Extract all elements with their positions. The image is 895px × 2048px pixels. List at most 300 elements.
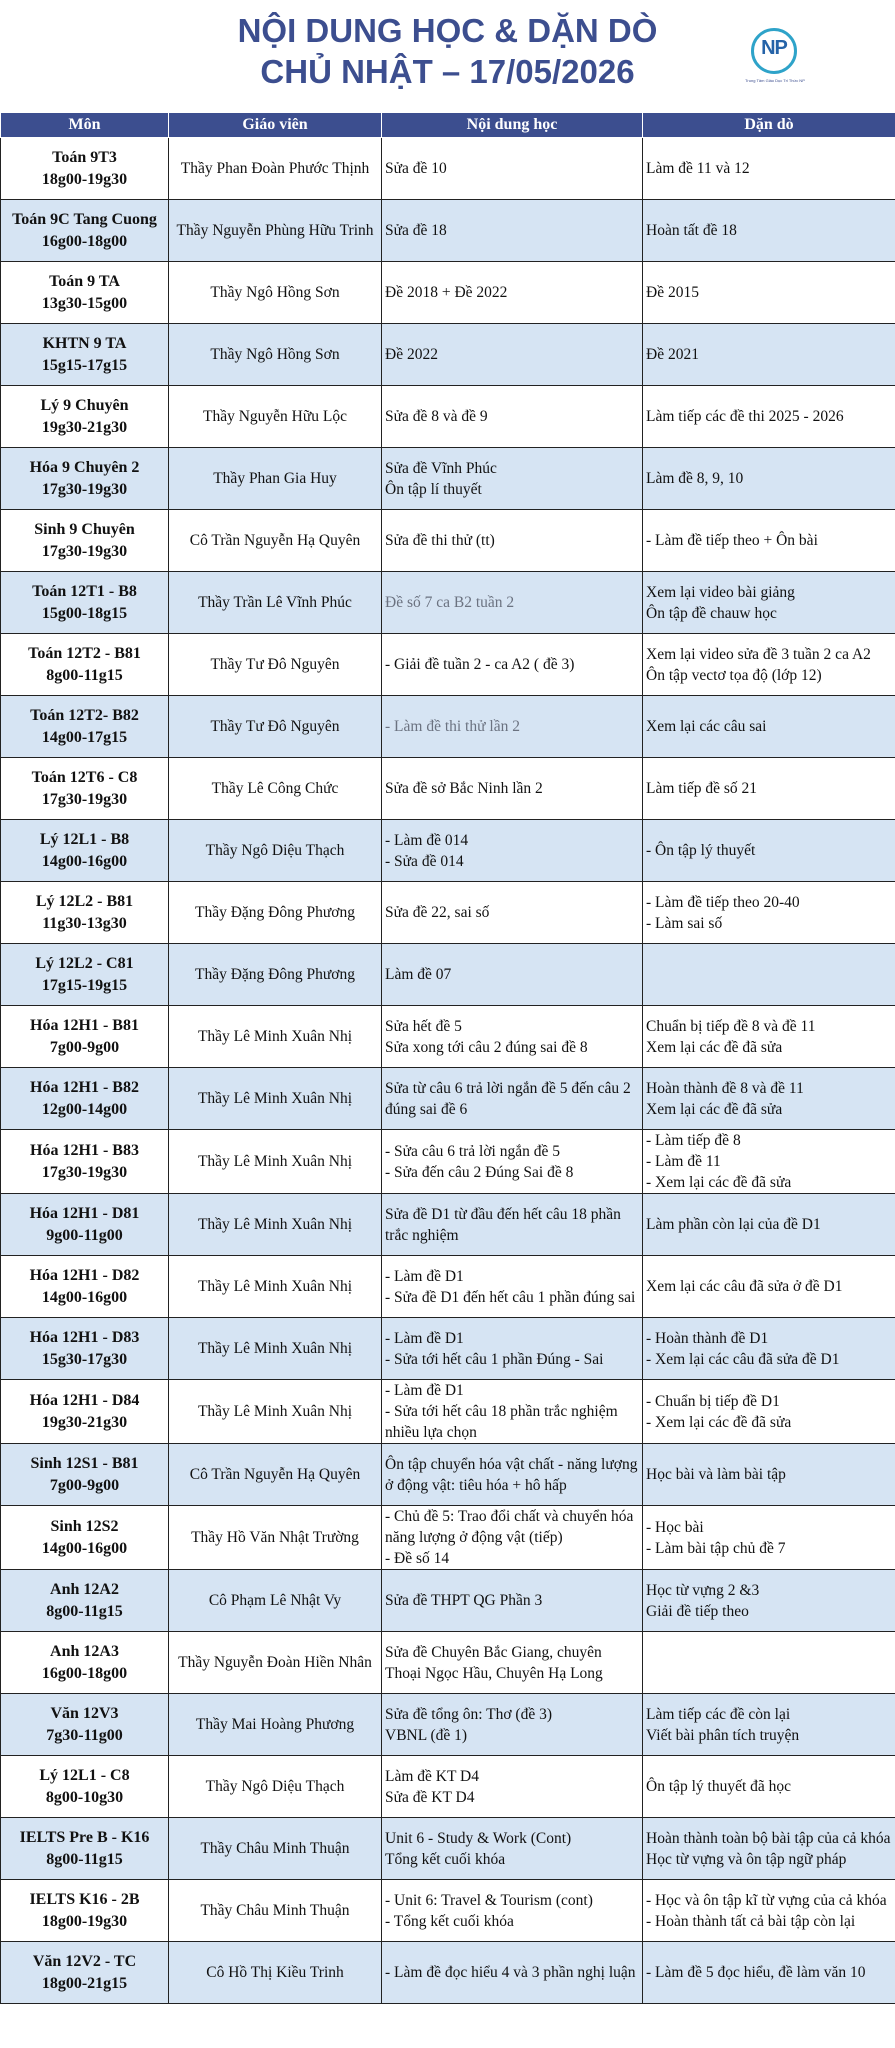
- homework-cell-line: Xem lại video sửa đề 3 tuần 2 ca A2: [646, 645, 871, 663]
- content-cell: [382, 1006, 643, 1068]
- content-cell: [382, 696, 643, 758]
- teacher-cell: Thầy Ngô Hồng Sơn: [169, 324, 382, 386]
- homework-cell-line: Xem lại các câu sai: [646, 718, 767, 735]
- homework-cell: [643, 572, 895, 634]
- table-row: [1, 1694, 895, 1756]
- subject-cell-line: Anh 12A3: [50, 1642, 119, 1660]
- content-cell-line: Ôn tập lí thuyết: [385, 480, 482, 498]
- homework-cell-line: Làm tiếp các đề còn lại: [646, 1705, 791, 1723]
- content-cell-line: Tổng kết cuối khóa: [385, 1850, 506, 1868]
- content-cell-line: Sửa đề D1 từ đầu đến hết câu 18 phần trắc nghiệm: [385, 1205, 621, 1244]
- subject-cell-line: Hóa 12H1 - D82: [29, 1266, 140, 1284]
- teacher-cell: Thầy Lê Minh Xuân Nhị: [169, 1006, 382, 1068]
- subject-cell-line: 14g00-16g00: [41, 1539, 128, 1557]
- subject-cell: [1, 820, 169, 882]
- content-cell: [382, 758, 643, 820]
- subject-cell-line: 15g00-18g15: [41, 604, 128, 622]
- teacher-cell: Thầy Châu Minh Thuận: [169, 1880, 382, 1942]
- teacher-cell: Thầy Tư Đô Nguyên: [169, 696, 382, 758]
- teacher-cell: Thầy Ngô Diệu Thạch: [169, 820, 382, 882]
- content-cell: [382, 1570, 643, 1632]
- table-row: [1, 200, 895, 262]
- subject-cell: [1, 1880, 169, 1942]
- homework-cell-line: Làm tiếp đề số 21: [646, 780, 758, 797]
- homework-cell-line: Xem lại video bài giảng: [646, 583, 795, 601]
- subject-cell-line: KHTN 9 TA: [42, 334, 127, 352]
- subject-cell: [1, 1818, 169, 1880]
- subject-cell-line: Toán 12T1 - B8: [32, 582, 137, 600]
- homework-cell-line: Làm phần còn lại của đề D1: [646, 1216, 821, 1233]
- content-cell: [382, 1880, 643, 1942]
- subject-cell-line: IELTS K16 - 2B: [29, 1890, 140, 1908]
- subject-cell-line: 8g00-10g30: [45, 1788, 124, 1806]
- subject-cell: [1, 1444, 169, 1506]
- teacher-cell: Thầy Lê Công Chức: [169, 758, 382, 820]
- content-cell-line: Sửa đề Vĩnh Phúc: [385, 459, 497, 477]
- table-body: [1, 138, 895, 2004]
- center-logo: [739, 28, 811, 84]
- table-row: [1, 1880, 895, 1942]
- subject-cell-line: Hóa 12H1 - B82: [30, 1078, 139, 1096]
- column-header-content: Nội dung học: [382, 113, 643, 138]
- homework-cell-line: Giải đề tiếp theo: [646, 1602, 749, 1620]
- content-cell: [382, 200, 643, 262]
- subject-cell-line: 18g00-19g30: [41, 170, 128, 188]
- subject-cell-line: Sinh 9 Chuyên: [34, 520, 135, 538]
- homework-cell: [643, 1880, 895, 1942]
- subject-cell: [1, 1942, 169, 2004]
- subject-cell: [1, 944, 169, 1006]
- content-cell-line: - Làm đề D1: [385, 1267, 464, 1285]
- homework-cell-line: Chuẩn bị tiếp đề 8 và đề 11: [646, 1017, 816, 1035]
- subject-cell-line: Văn 12V3: [50, 1704, 119, 1722]
- homework-cell-line: Đề 2015: [646, 284, 699, 301]
- subject-cell: [1, 882, 169, 944]
- content-cell-line: - Chủ đề 5: Trao đổi chất và chuyển hóa năng lượng ở động vật (tiếp): [385, 1508, 634, 1546]
- subject-cell: [1, 1632, 169, 1694]
- table-row: [1, 634, 895, 696]
- content-cell: [382, 386, 643, 448]
- content-cell-line: Sửa đề 8 và đề 9: [385, 408, 488, 425]
- schedule-table: [0, 112, 895, 2004]
- subject-cell-line: 17g30-19g30: [41, 480, 128, 498]
- subject-cell-line: Lý 9 Chuyên: [40, 396, 129, 414]
- homework-cell-line: - Học và ôn tập kĩ từ vựng của cả khóa: [646, 1891, 887, 1909]
- content-cell: [382, 510, 643, 572]
- homework-cell-line: Ôn tập lý thuyết đã học: [646, 1778, 792, 1795]
- table-row: [1, 572, 895, 634]
- table-row: [1, 1256, 895, 1318]
- homework-cell-line: - Làm bài tập chủ đề 7: [646, 1539, 786, 1557]
- subject-cell-line: 18g00-19g30: [41, 1912, 128, 1930]
- content-cell-line: Sửa từ câu 6 trả lời ngắn đề 5 đến câu 2 đúng sai đề 6: [385, 1079, 631, 1118]
- subject-cell-line: Lý 12L2 - C81: [35, 954, 134, 972]
- column-header-teacher: Giáo viên: [169, 113, 382, 138]
- content-cell: [382, 1942, 643, 2004]
- homework-cell: [643, 1570, 895, 1632]
- content-cell-line: Sửa đề Chuyên Bắc Giang, chuyên Thoại Ngọc Hầu, Chuyên Hạ Long: [385, 1643, 603, 1682]
- logo-text: NP: [761, 37, 787, 59]
- homework-cell-line: Học từ vựng và ôn tập ngữ pháp: [646, 1850, 847, 1868]
- homework-cell-line: - Làm sai số: [646, 914, 723, 932]
- content-cell-line: - Sửa tới hết câu 18 phần trắc nghiệm nhiều lựa chọn: [385, 1403, 618, 1441]
- content-cell: [382, 1130, 643, 1194]
- subject-cell: [1, 572, 169, 634]
- homework-cell: [643, 138, 895, 200]
- content-cell-line: - Sửa đề D1 đến hết câu 1 phần đúng sai: [385, 1288, 636, 1306]
- table-row: [1, 1006, 895, 1068]
- content-cell: [382, 1194, 643, 1256]
- content-cell: [382, 262, 643, 324]
- table-row: [1, 820, 895, 882]
- content-cell-line: Sửa đề 22, sai số: [385, 904, 490, 921]
- homework-cell: [643, 882, 895, 944]
- content-cell-line: - Làm đề D1: [385, 1329, 464, 1347]
- homework-cell-line: - Ôn tập lý thuyết: [646, 842, 756, 859]
- table-row: [1, 324, 895, 386]
- subject-cell-line: 9g00-11g00: [46, 1226, 123, 1244]
- subject-cell-line: 8g00-11g15: [46, 1602, 123, 1620]
- subject-cell: [1, 262, 169, 324]
- homework-cell-line: - Hoàn thành đề D1: [646, 1329, 769, 1347]
- homework-cell: [643, 1818, 895, 1880]
- content-cell-line: Sửa đề tổng ôn: Thơ (đề 3): [385, 1705, 552, 1723]
- table-row: [1, 696, 895, 758]
- homework-cell: [643, 1694, 895, 1756]
- content-cell-line: - Sửa tới hết câu 1 phần Đúng - Sai: [385, 1350, 604, 1368]
- homework-cell: [643, 758, 895, 820]
- homework-cell-line: - Xem lại các đề đã sửa: [646, 1174, 792, 1191]
- subject-cell-line: Toán 9 TA: [49, 272, 120, 290]
- homework-cell: [643, 200, 895, 262]
- content-cell-line: Sửa đề sở Bắc Ninh lần 2: [385, 780, 543, 797]
- teacher-cell: Thầy Ngô Diệu Thạch: [169, 1756, 382, 1818]
- subject-cell-line: Hóa 12H1 - D84: [29, 1391, 140, 1409]
- content-cell-line: - Làm đề D1: [385, 1382, 464, 1399]
- homework-cell-line: Học bài và làm bài tập: [646, 1466, 786, 1483]
- table-row: [1, 1570, 895, 1632]
- content-cell: [382, 820, 643, 882]
- subject-cell-line: Toán 9T3: [52, 148, 117, 166]
- teacher-cell: Thầy Châu Minh Thuận: [169, 1818, 382, 1880]
- content-cell-line: - Tổng kết cuối khóa: [385, 1912, 514, 1930]
- content-cell: [382, 1068, 643, 1130]
- subject-cell: [1, 200, 169, 262]
- content-cell-line: - Sửa đến câu 2 Đúng Sai đề 8: [385, 1163, 574, 1181]
- homework-cell-line: - Học bài: [646, 1518, 704, 1536]
- content-cell-line: - Sửa đề 014: [385, 852, 464, 870]
- table-row: [1, 1194, 895, 1256]
- column-header-homework: Dặn dò: [643, 113, 895, 138]
- subject-cell-line: 14g00-16g00: [41, 852, 128, 870]
- column-header-subject: Môn: [1, 113, 169, 138]
- subject-cell: [1, 386, 169, 448]
- table-row: [1, 1942, 895, 2004]
- subject-cell-line: Toán 12T6 - C8: [31, 768, 138, 786]
- subject-cell-line: Lý 12L1 - C8: [39, 1766, 130, 1784]
- homework-cell-line: Học từ vựng 2 &3: [646, 1581, 760, 1599]
- table-row: [1, 758, 895, 820]
- teacher-cell: Thầy Hồ Văn Nhật Trường: [169, 1506, 382, 1570]
- subject-cell-line: 11g30-13g30: [42, 914, 127, 932]
- subject-cell: [1, 1570, 169, 1632]
- content-cell: [382, 1506, 643, 1570]
- subject-cell-line: Anh 12A2: [50, 1580, 119, 1598]
- content-cell: [382, 882, 643, 944]
- content-cell-line: VBNL (đề 1): [385, 1726, 468, 1744]
- content-cell: [382, 1444, 643, 1506]
- table-row: [1, 1444, 895, 1506]
- teacher-cell: Cô Trần Nguyễn Hạ Quyên: [169, 1444, 382, 1506]
- homework-cell-line: - Chuẩn bị tiếp đề D1: [646, 1392, 780, 1410]
- content-cell-line: Unit 6 - Study & Work (Cont): [385, 1829, 572, 1847]
- subject-cell: [1, 138, 169, 200]
- homework-cell-line: Đề 2021: [646, 346, 699, 363]
- teacher-cell: Thầy Lê Minh Xuân Nhị: [169, 1130, 382, 1194]
- table-row: [1, 510, 895, 572]
- homework-cell-line: Hoàn thành đề 8 và đề 11: [646, 1079, 804, 1097]
- content-cell-line: Đề 2018 + Đề 2022: [385, 284, 508, 301]
- teacher-cell: Thầy Đặng Đông Phương: [169, 944, 382, 1006]
- homework-cell: [643, 324, 895, 386]
- table-row: [1, 944, 895, 1006]
- content-cell-line: Đề 2022: [385, 346, 438, 363]
- teacher-cell: Thầy Lê Minh Xuân Nhị: [169, 1318, 382, 1380]
- homework-cell-line: - Làm đề tiếp theo + Ôn bài: [646, 532, 818, 549]
- homework-cell: [643, 1632, 895, 1694]
- teacher-cell: Thầy Nguyễn Đoàn Hiền Nhân: [169, 1632, 382, 1694]
- homework-cell: [643, 1506, 895, 1570]
- subject-cell: [1, 324, 169, 386]
- subject-cell: [1, 758, 169, 820]
- subject-cell-line: 15g30-17g30: [41, 1350, 128, 1368]
- homework-cell-line: Hoàn tất đề 18: [646, 222, 737, 239]
- teacher-cell: Thầy Lê Minh Xuân Nhị: [169, 1068, 382, 1130]
- table-row: [1, 1818, 895, 1880]
- subject-cell-line: 14g00-17g15: [41, 728, 128, 746]
- content-cell-line: Ôn tập chuyển hóa vật chất - năng lượng ở động vật: tiêu hóa + hô hấp: [385, 1455, 638, 1494]
- table-row: [1, 1506, 895, 1570]
- teacher-cell: Thầy Tư Đô Nguyên: [169, 634, 382, 696]
- homework-cell-line: Làm tiếp các đề thi 2025 - 2026: [646, 408, 844, 425]
- subject-cell: [1, 1318, 169, 1380]
- content-cell: [382, 1694, 643, 1756]
- subject-cell: [1, 1130, 169, 1194]
- content-cell: [382, 1818, 643, 1880]
- title-line-1: NỘI DUNG HỌC & DẶN DÒ: [237, 12, 658, 49]
- subject-cell-line: Sinh 12S1 - B81: [30, 1454, 139, 1472]
- subject-cell-line: 17g30-19g30: [41, 542, 128, 560]
- subject-cell-line: 16g00-18g00: [41, 1664, 128, 1682]
- teacher-cell: Thầy Phan Gia Huy: [169, 448, 382, 510]
- subject-cell-line: Hóa 12H1 - D81: [29, 1204, 140, 1222]
- subject-cell-line: Sinh 12S2: [50, 1517, 119, 1535]
- content-cell-line: Sửa đề THPT QG Phần 3: [385, 1592, 543, 1609]
- homework-cell-line: - Xem lại các đề đã sửa: [646, 1413, 792, 1431]
- content-cell-line: - Sửa câu 6 trả lời ngắn đề 5: [385, 1142, 560, 1160]
- content-cell: [382, 448, 643, 510]
- table-row: [1, 1318, 895, 1380]
- homework-cell-line: Ôn tập đề chauw học: [646, 604, 777, 622]
- subject-cell-line: 14g00-16g00: [41, 1288, 128, 1306]
- page-header: [0, 0, 895, 110]
- homework-cell-line: Làm đề 8, 9, 10: [646, 470, 744, 487]
- subject-cell-line: 19g30-21g30: [41, 418, 128, 436]
- homework-cell-line: - Làm đề 5 đọc hiểu, đề làm văn 10: [646, 1964, 866, 1981]
- homework-cell: [643, 1942, 895, 2004]
- teacher-cell: Thầy Lê Minh Xuân Nhị: [169, 1194, 382, 1256]
- logo-caption: Trung Tâm Giáo Dục Tri Thức NP: [745, 78, 805, 83]
- subject-cell-line: 7g00-9g00: [49, 1038, 120, 1056]
- subject-cell-line: Hóa 12H1 - B81: [30, 1016, 139, 1034]
- content-cell-line: Sửa hết đề 5: [385, 1017, 462, 1035]
- teacher-cell: Thầy Nguyễn Phùng Hữu Trinh: [169, 200, 382, 262]
- homework-cell: [643, 1130, 895, 1194]
- homework-cell: [643, 510, 895, 572]
- homework-cell-line: Xem lại các đề đã sửa: [646, 1038, 783, 1056]
- teacher-cell: Thầy Nguyễn Hữu Lộc: [169, 386, 382, 448]
- subject-cell-line: 7g00-9g00: [49, 1476, 120, 1494]
- subject-cell: [1, 448, 169, 510]
- content-cell: [382, 634, 643, 696]
- homework-cell-line: Viết bài phân tích truyện: [646, 1726, 800, 1744]
- homework-cell: [643, 1006, 895, 1068]
- subject-cell-line: 17g30-19g30: [41, 790, 128, 808]
- homework-cell: [643, 1444, 895, 1506]
- content-cell: [382, 324, 643, 386]
- content-cell-line: Đề số 7 ca B2 tuần 2: [385, 594, 515, 611]
- homework-cell-line: Ôn tập vectơ tọa độ (lớp 12): [646, 666, 822, 684]
- homework-cell-line: - Hoàn thành tất cả bài tập còn lại: [646, 1912, 856, 1930]
- content-cell-line: - Đề số 14: [385, 1550, 450, 1567]
- subject-cell-line: 17g30-19g30: [41, 1163, 128, 1181]
- teacher-cell: Cô Hồ Thị Kiều Trinh: [169, 1942, 382, 2004]
- subject-cell-line: 8g00-11g15: [46, 1850, 123, 1868]
- content-cell-line: - Làm đề 014: [385, 831, 469, 849]
- table-row: [1, 138, 895, 200]
- homework-cell-line: Xem lại các đề đã sửa: [646, 1100, 783, 1118]
- content-cell-line: - Làm đề thi thử lần 2: [385, 718, 520, 735]
- subject-cell: [1, 1380, 169, 1444]
- content-cell: [382, 1632, 643, 1694]
- subject-cell-line: 8g00-11g15: [46, 666, 123, 684]
- homework-cell-line: Xem lại các câu đã sửa ở đề D1: [646, 1278, 843, 1295]
- subject-cell-line: Toán 12T2 - B81: [28, 644, 141, 662]
- homework-cell-line: Làm đề 11 và 12: [646, 160, 750, 177]
- content-cell: [382, 1380, 643, 1444]
- homework-cell: [643, 634, 895, 696]
- subject-cell: [1, 1694, 169, 1756]
- content-cell-line: Sửa đề thi thử (tt): [385, 532, 495, 549]
- subject-cell-line: Lý 12L1 - B8: [39, 830, 130, 848]
- content-cell-line: - Unit 6: Travel & Tourism (cont): [385, 1891, 593, 1909]
- table-row: [1, 262, 895, 324]
- content-cell: [382, 572, 643, 634]
- table-row: [1, 1756, 895, 1818]
- teacher-cell: Thầy Trần Lê Vĩnh Phúc: [169, 572, 382, 634]
- subject-cell-line: Hóa 9 Chuyên 2: [29, 458, 140, 476]
- homework-cell-line: - Làm đề 11: [646, 1153, 721, 1170]
- homework-cell-line: Hoàn thành toàn bộ bài tập của cả khóa: [646, 1829, 891, 1847]
- subject-cell: [1, 1194, 169, 1256]
- subject-cell-line: IELTS Pre B - K16: [19, 1828, 150, 1846]
- homework-cell: [643, 1194, 895, 1256]
- subject-cell-line: 16g00-18g00: [41, 232, 128, 250]
- homework-cell: [643, 1256, 895, 1318]
- table-header-row: [1, 113, 895, 138]
- teacher-cell: Thầy Mai Hoàng Phương: [169, 1694, 382, 1756]
- content-cell-line: Sửa đề 18: [385, 222, 447, 239]
- content-cell-line: Làm đề 07: [385, 966, 452, 983]
- subject-cell-line: Toán 9C Tang Cuong: [12, 210, 157, 228]
- subject-cell: [1, 696, 169, 758]
- subject-cell-line: 19g30-21g30: [41, 1413, 128, 1431]
- subject-cell-line: 12g00-14g00: [41, 1100, 128, 1118]
- homework-cell: [643, 820, 895, 882]
- subject-cell-line: Toán 12T2- B82: [30, 706, 139, 724]
- table-row: [1, 1130, 895, 1194]
- subject-cell-line: 7g30-11g00: [46, 1726, 123, 1744]
- subject-cell-line: Lý 12L2 - B81: [35, 892, 134, 910]
- homework-cell: [643, 386, 895, 448]
- content-cell-line: - Giải đề tuần 2 - ca A2 ( đề 3): [385, 656, 575, 673]
- subject-cell-line: 18g00-21g15: [41, 1974, 128, 1992]
- subject-cell-line: Văn 12V2 - TC: [32, 1952, 137, 1970]
- homework-cell: [643, 696, 895, 758]
- table-row: [1, 1380, 895, 1444]
- content-cell-line: Sửa đề KT D4: [385, 1788, 475, 1806]
- subject-cell: [1, 1256, 169, 1318]
- subject-cell-line: 15g15-17g15: [41, 356, 128, 374]
- subject-cell-line: Hóa 12H1 - D83: [29, 1328, 140, 1346]
- subject-cell-line: 13g30-15g00: [41, 294, 128, 312]
- content-cell: [382, 1318, 643, 1380]
- content-cell: [382, 1756, 643, 1818]
- teacher-cell: Thầy Ngô Hồng Sơn: [169, 262, 382, 324]
- homework-cell: [643, 1318, 895, 1380]
- homework-cell: [643, 1380, 895, 1444]
- subject-cell: [1, 510, 169, 572]
- subject-cell: [1, 1006, 169, 1068]
- homework-cell: [643, 944, 895, 1006]
- content-cell-line: Sửa xong tới câu 2 đúng sai đề 8: [385, 1038, 588, 1056]
- teacher-cell: Thầy Phan Đoàn Phước Thịnh: [169, 138, 382, 200]
- homework-cell-line: - Làm tiếp đề 8: [646, 1132, 741, 1149]
- content-cell: [382, 944, 643, 1006]
- subject-cell: [1, 1068, 169, 1130]
- homework-cell: [643, 448, 895, 510]
- homework-cell: [643, 262, 895, 324]
- teacher-cell: Thầy Lê Minh Xuân Nhị: [169, 1380, 382, 1444]
- homework-cell-line: - Xem lại các câu đã sửa đề D1: [646, 1350, 840, 1368]
- content-cell-line: Sửa đề 10: [385, 160, 447, 177]
- subject-cell: [1, 1506, 169, 1570]
- subject-cell-line: Hóa 12H1 - B83: [30, 1141, 139, 1159]
- content-cell: [382, 138, 643, 200]
- teacher-cell: Cô Phạm Lê Nhật Vy: [169, 1570, 382, 1632]
- table-row: [1, 1068, 895, 1130]
- teacher-cell: Cô Trần Nguyễn Hạ Quyên: [169, 510, 382, 572]
- subject-cell: [1, 1756, 169, 1818]
- table-row: [1, 448, 895, 510]
- homework-cell: [643, 1068, 895, 1130]
- table-row: [1, 1632, 895, 1694]
- teacher-cell: Thầy Đặng Đông Phương: [169, 882, 382, 944]
- teacher-cell: Thầy Lê Minh Xuân Nhị: [169, 1256, 382, 1318]
- subject-cell: [1, 634, 169, 696]
- subject-cell-line: 17g15-19g15: [41, 976, 128, 994]
- content-cell-line: Làm đề KT D4: [385, 1767, 479, 1785]
